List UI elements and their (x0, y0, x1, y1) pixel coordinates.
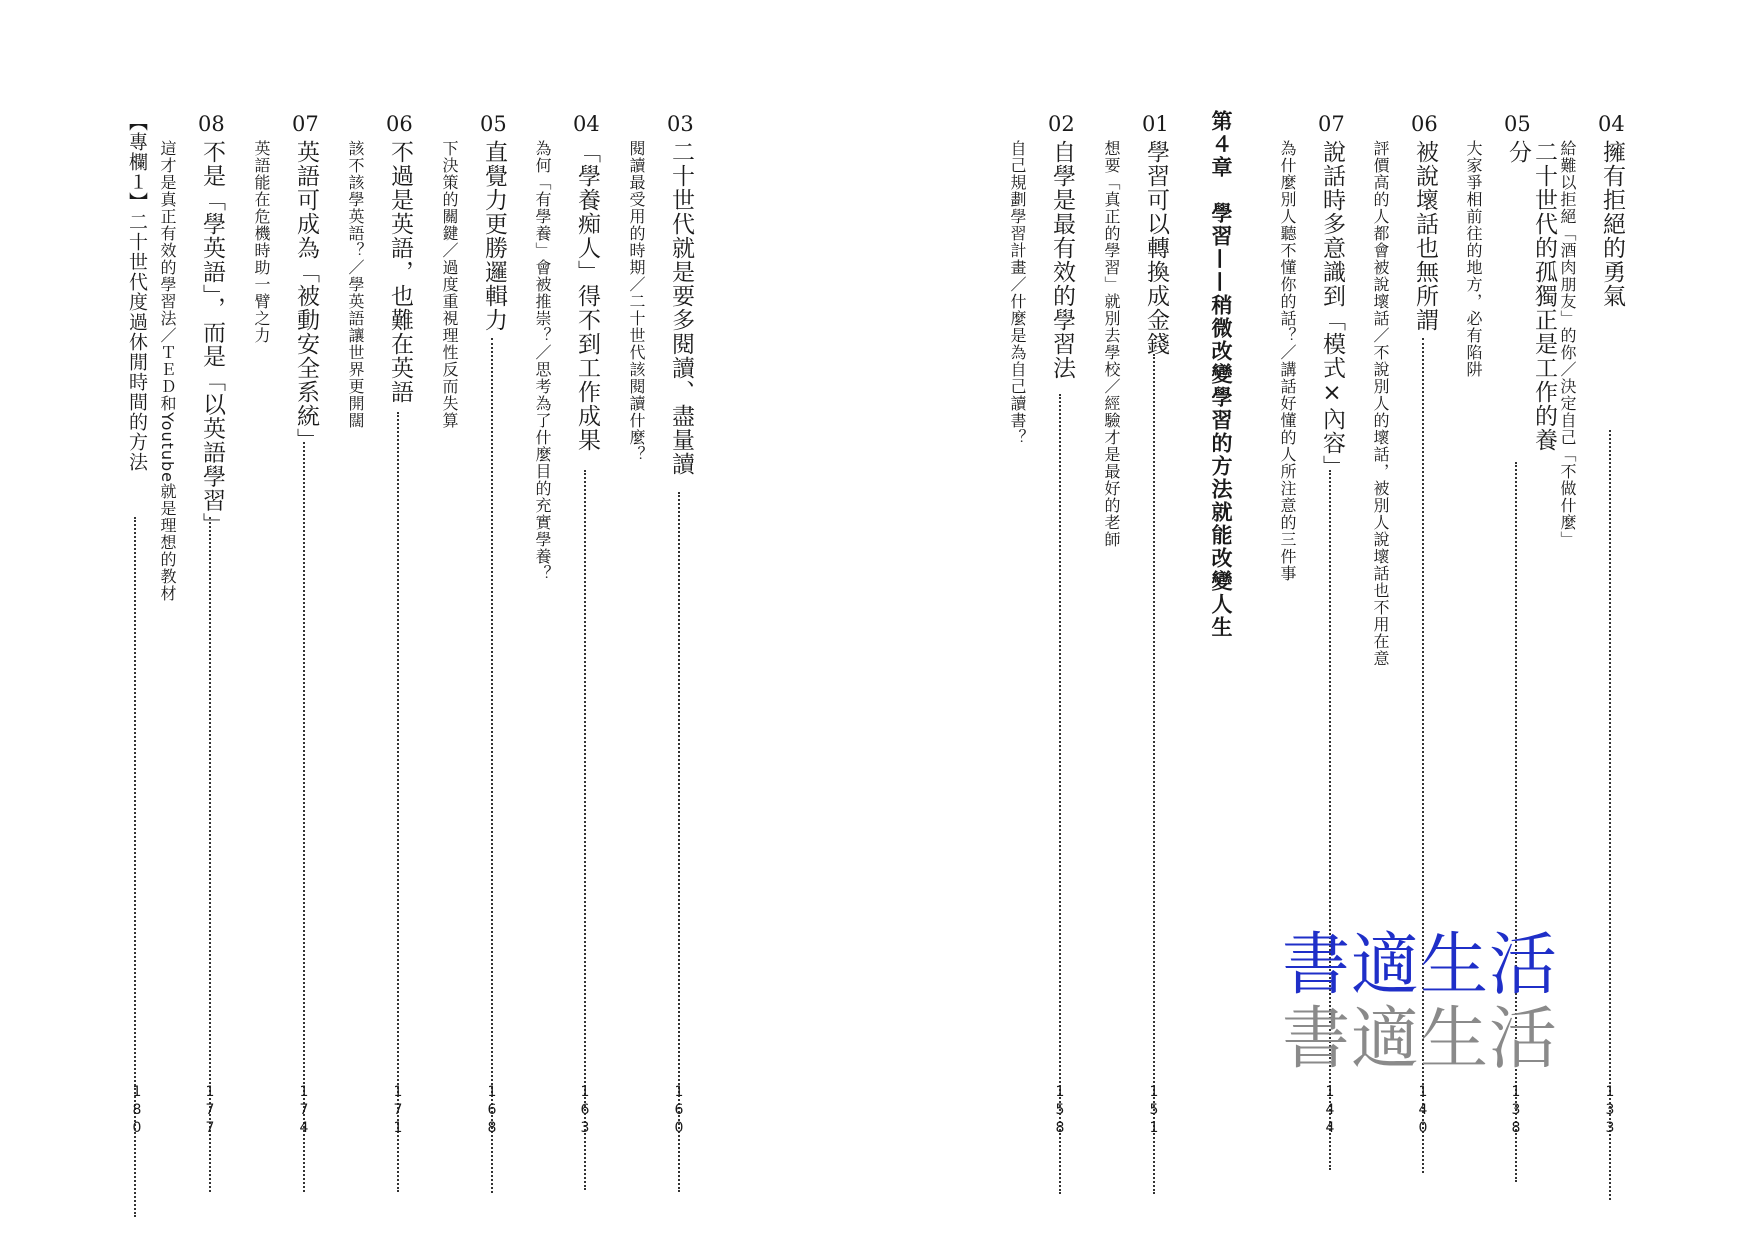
entry-title: 二十世代就是要多閱讀、盡量讀 (668, 140, 694, 476)
entry-number: 06 (386, 112, 413, 136)
publisher-logo-blue: 書適生活 (1282, 926, 1559, 1005)
entry-page-number: 133 (1602, 1084, 1618, 1138)
leader-dots (397, 412, 399, 1192)
entry-title: 「學養痴人」得不到工作成果 (574, 140, 600, 452)
entry-subtitle: 評價高的人都會被說壞話／不說別人的壞話，被別人說壞話也不用在意 (1371, 140, 1390, 667)
entry-title: 說話時多意識到「模式×內容」 (1319, 140, 1345, 479)
entry-page-number: 151 (1146, 1084, 1162, 1138)
entry-number: 01 (1142, 112, 1169, 136)
entry-subtitle: 下決策的關鍵／過度重視理性反而失算 (440, 140, 459, 429)
entry-page-number: 138 (1508, 1084, 1524, 1138)
entry-title: 英語可成為「被動安全系統」 (293, 140, 319, 452)
entry-page-number: 177 (202, 1084, 218, 1138)
entry-title: 不是「學英語」，而是「以英語學習」 (199, 140, 225, 537)
entry-subtitle: 大家爭相前往的地方，必有陷阱 (1464, 140, 1483, 378)
leader-dots (1059, 394, 1061, 1194)
entry-subtitle: 給難以拒絕「酒肉朋友」的你／決定自己「不做什麼」 (1558, 140, 1577, 548)
entry-title: 【專欄１】二十世代度過休閒時間的方法 (126, 112, 148, 472)
entry-page-number: 174 (296, 1084, 312, 1138)
entry-page-number: 140 (1415, 1084, 1431, 1138)
entry-title: 擁有拒絕的勇氣 (1599, 140, 1625, 308)
entry-subtitle: 自己規劃學習計畫／什麼是為自己讀書？ (1008, 140, 1027, 446)
entry-number: 06 (1411, 112, 1438, 136)
entry-number: 04 (573, 112, 600, 136)
leader-dots (584, 470, 586, 1190)
entry-title: 不過是英語，也難在英語 (387, 140, 413, 404)
entry-subtitle: 為何「有學養」會被推崇？／思考為了什麼目的充實學養？ (533, 140, 552, 582)
entry-title: 被說壞話也無所謂 (1412, 140, 1438, 332)
entry-number: 08 (198, 112, 225, 136)
entry-page-number: 163 (577, 1084, 593, 1138)
chapter-heading: 第４章 學習——稍微改變學習的方法就能改變人生 (1209, 110, 1234, 639)
publisher-logo-gray: 書適生活 (1282, 1000, 1559, 1079)
entry-title: 直覺力更勝邏輯力 (481, 140, 507, 332)
entry-subtitle: 英語能在危機時助一臂之力 (252, 140, 271, 344)
entry-page-number: 144 (1322, 1084, 1338, 1138)
leader-dots (303, 442, 305, 1192)
entry-number: 03 (667, 112, 694, 136)
entry-title: 學習可以轉換成金錢 (1143, 140, 1169, 356)
entry-subtitle: 想要「真正的學習」就別去學校／經驗才是最好的老師 (1102, 140, 1121, 548)
entry-number: 04 (1598, 112, 1625, 136)
entry-number: 05 (1504, 112, 1531, 136)
entry-subtitle: 這才是真正有效的學習法／ＴＥＤ和Youtube就是理想的教材 (158, 140, 177, 602)
entry-page-number: 158 (1052, 1084, 1068, 1138)
entry-title: 二十世代的孤獨正是工作的養分 (1505, 140, 1557, 452)
entry-number: 07 (1318, 112, 1345, 136)
entry-number: 02 (1048, 112, 1075, 136)
entry-title: 自學是最有效的學習法 (1049, 140, 1075, 380)
entry-page-number: 160 (671, 1084, 687, 1138)
entry-page-number: 168 (484, 1084, 500, 1138)
leader-dots (491, 338, 493, 1193)
entry-subtitle: 閱讀最受用的時期／二十世代該閱讀什麼？ (627, 140, 646, 463)
leader-dots (1153, 354, 1155, 1194)
entry-subtitle: 為什麼別人聽不懂你的話？／講話好懂的人所注意的三件事 (1278, 140, 1297, 582)
entry-page-number: 180 (129, 1084, 145, 1138)
entry-number: 07 (292, 112, 319, 136)
entry-number: 05 (480, 112, 507, 136)
entry-page-number: 171 (390, 1084, 406, 1138)
entry-subtitle: 該不該學英語？／學英語讓世界更開闊 (346, 140, 365, 429)
